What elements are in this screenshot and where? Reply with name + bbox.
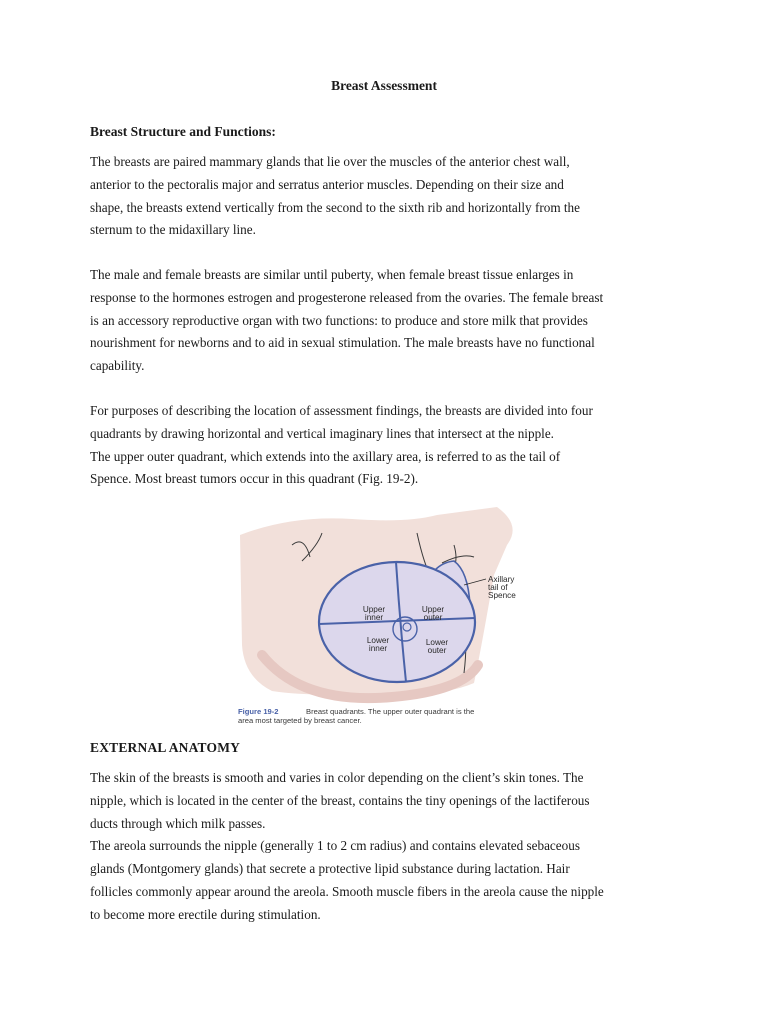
paragraph-line: anterior to the pectoralis major and serratus anterior muscles. Depending on their size and (90, 176, 564, 192)
paragraph-line: shape, the breasts extend vertically from the second to the sixth rib and horizontally from the (90, 199, 580, 215)
label-axillary-tail-3: Spence (488, 591, 516, 600)
figure-caption-line1: Breast quadrants. The upper outer quadrant is the (306, 707, 475, 716)
paragraph-line: glands (Montgomery glands) that secrete a protective lipid substance during lactation. Hair (90, 861, 570, 877)
label-upper-outer: Upper (421, 605, 445, 614)
breast-quadrants-illustration (232, 505, 532, 727)
paragraph-line: The male and female breasts are similar until puberty, when female breast tissue enlarges in (90, 267, 574, 282)
figure-caption-number: Figure 19-2 (238, 707, 279, 716)
paragraph-line: Spence. Most breast tumors occur in this quadrant (Fig. 19-2). (90, 471, 419, 487)
paragraph-line: nourishment for newborns and to aid in sexual stimulation. The male breasts have no functional (90, 335, 595, 351)
label-upper-outer-2: outer (423, 613, 443, 622)
figure-caption-line2: area most targeted by breast cancer. (238, 716, 362, 725)
breast-quadrants-figure (232, 505, 532, 727)
paragraph-line: capability. (90, 358, 145, 374)
document-title: Breast Assessment (331, 78, 437, 93)
paragraph-structure-1 (90, 151, 680, 242)
paragraph-line: is an accessory reproductive organ with two functions: to produce and store milk that provides (90, 312, 588, 328)
paragraph-line: quadrants by drawing horizontal and vertical imaginary lines that intersect at the nipple. (90, 425, 554, 441)
paragraph-line: For purposes of describing the location of assessment findings, the breasts are divided into four (90, 403, 593, 418)
paragraph-structure-3 (90, 400, 680, 491)
paragraph-line: The breasts are paired mammary glands that lie over the muscles of the anterior chest wall, (90, 154, 570, 169)
section-heading-external-anatomy: EXTERNAL ANATOMY (90, 740, 241, 755)
label-lower-outer-2: outer (427, 646, 447, 655)
label-axillary-tail: Axillary (488, 575, 515, 584)
paragraph-line: The areola surrounds the nipple (generally 1 to 2 cm radius) and contains elevated sebaceous (90, 838, 580, 854)
paragraph-structure-2 (90, 264, 680, 378)
label-upper-inner: Upper (362, 605, 386, 614)
paragraph-line: sternum to the midaxillary line. (90, 222, 256, 238)
label-lower-inner: Lower (366, 636, 390, 645)
paragraph-line: follicles commonly appear around the areola. Smooth muscle fibers in the areola cause the nipple (90, 883, 604, 899)
label-lower-outer: Lower (425, 638, 449, 647)
label-lower-inner-2: inner (368, 644, 388, 653)
paragraph-line: ducts through which milk passes. (90, 815, 266, 831)
section-heading-structure: Breast Structure and Functions: (90, 124, 276, 139)
paragraph-line: The skin of the breasts is smooth and varies in color depending on the client’s skin tones. The (90, 770, 584, 785)
paragraph-line: nipple, which is located in the center of the breast, contains the tiny openings of the lactiferous (90, 792, 590, 808)
paragraph-external-anatomy (90, 767, 680, 927)
label-upper-inner-2: inner (364, 613, 384, 622)
label-axillary-tail-2: tail of (488, 583, 508, 592)
paragraph-line: response to the hormones estrogen and progesterone released from the ovaries. The female breast (90, 289, 604, 305)
paragraph-line: to become more erectile during stimulation. (90, 906, 321, 922)
paragraph-line: The upper outer quadrant, which extends into the axillary area, is referred to as the tail of (90, 448, 561, 464)
